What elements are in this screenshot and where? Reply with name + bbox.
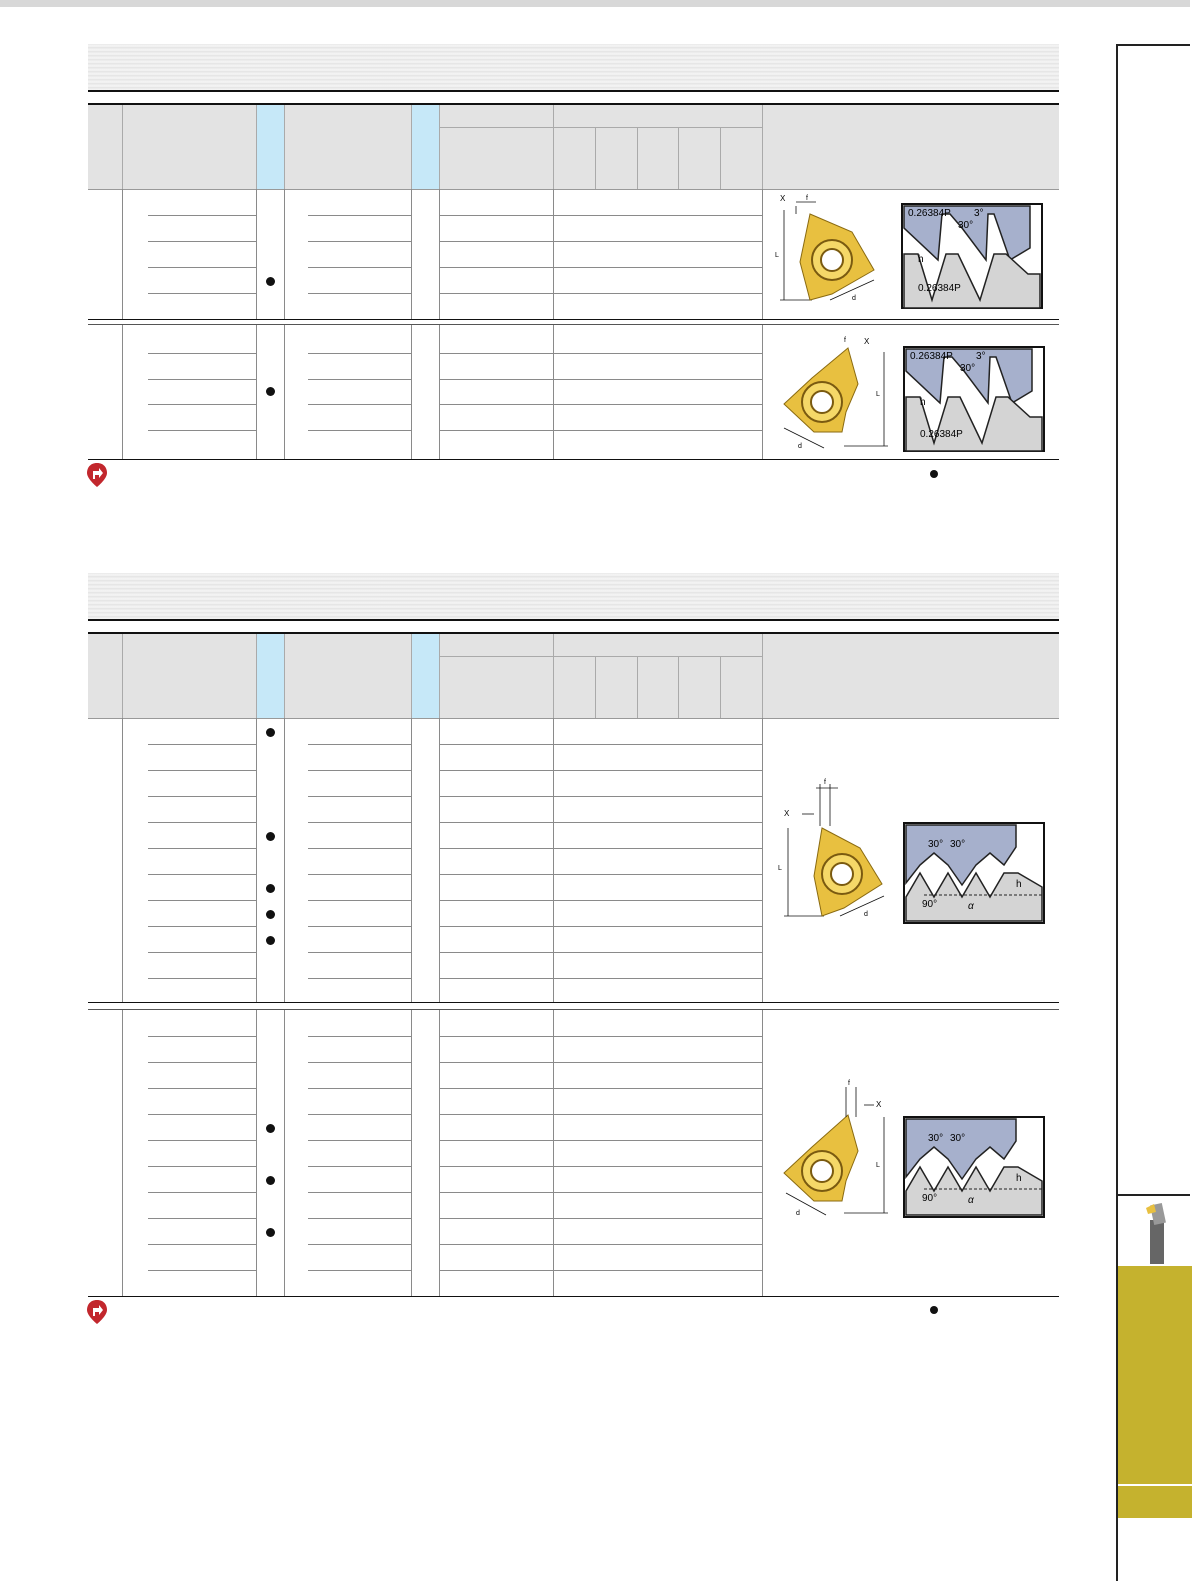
- boring-bar-icon: [1132, 1200, 1180, 1266]
- p-label-bottom: 0.26384P: [920, 429, 963, 440]
- h-label: h: [920, 397, 926, 408]
- section-2-title-band: [88, 573, 1059, 621]
- d-label: d: [864, 911, 868, 918]
- stock-dot: [266, 832, 275, 841]
- note-icon: [86, 462, 108, 488]
- angle-right: 30°: [950, 839, 966, 850]
- triangle-thread-profile-ext: [904, 823, 1044, 923]
- d-label: d: [796, 1210, 800, 1217]
- angle-left: 30°: [928, 839, 944, 850]
- triangle-thread-profile-int: [904, 1117, 1044, 1217]
- stock-dot: [266, 1228, 275, 1237]
- angle-30: 30°: [958, 220, 974, 231]
- stock-dot: [266, 1176, 275, 1185]
- f-label: f: [848, 1080, 850, 1087]
- stock-dot: [266, 1124, 275, 1133]
- insert-dimension-diagram-ext: [772, 192, 882, 308]
- angle-3: 3°: [976, 351, 986, 362]
- stock-dot: [266, 884, 275, 893]
- insert-dimension-diagram-int: [772, 1081, 888, 1221]
- side-tab-olive-block-lower: [1118, 1484, 1192, 1518]
- l-label: L: [775, 252, 779, 259]
- l-label: L: [876, 391, 880, 398]
- legend-dot: [930, 1306, 938, 1314]
- h-label: h: [918, 254, 924, 265]
- f-label: f: [844, 337, 846, 344]
- stock-dot: [266, 277, 275, 286]
- angle-base: 90°: [922, 899, 938, 910]
- h-label: h: [1016, 879, 1022, 890]
- insert-dimension-diagram-int: [774, 334, 890, 452]
- p-label-top: 0.26384P: [910, 351, 953, 362]
- p-label-top: 0.26384P: [908, 208, 951, 219]
- thread-profile-diagram-ext: [902, 204, 1042, 308]
- angle-left: 30°: [928, 1133, 944, 1144]
- x-label: X: [780, 194, 786, 203]
- angle-right: 30°: [950, 1133, 966, 1144]
- angle-3: 3°: [974, 208, 984, 219]
- note-icon: [86, 1299, 108, 1325]
- insert-dimension-diagram-ext: [780, 778, 890, 918]
- thread-profile-diagram-int: [904, 347, 1044, 451]
- stock-dot: [266, 387, 275, 396]
- alpha-label: α: [968, 901, 974, 912]
- angle-base: 90°: [922, 1193, 938, 1204]
- l-label: L: [876, 1162, 880, 1169]
- p-label-bottom: 0.26384P: [918, 283, 961, 294]
- section-2-table-header: [88, 632, 1059, 719]
- d-label: d: [798, 443, 802, 450]
- top-bar: [0, 0, 1190, 7]
- section-1-title-band: [88, 44, 1059, 92]
- x-label: X: [864, 337, 870, 346]
- stock-dot: [266, 936, 275, 945]
- chapter-side-tab: [1116, 44, 1192, 1581]
- x-label: X: [784, 809, 790, 818]
- side-tab-olive-block: [1118, 1266, 1192, 1506]
- angle-30: 30°: [960, 363, 976, 374]
- x-label: X: [876, 1100, 882, 1109]
- h-label: h: [1016, 1173, 1022, 1184]
- legend-dot: [930, 470, 938, 478]
- f-label: f: [806, 195, 808, 202]
- d-label: d: [852, 295, 856, 302]
- section-1-table-header: [88, 103, 1059, 190]
- f-label: f: [824, 779, 826, 786]
- l-label: L: [778, 865, 782, 872]
- stock-dot: [266, 910, 275, 919]
- side-tab-frame: [1118, 44, 1190, 1196]
- alpha-label: α: [968, 1195, 974, 1206]
- stock-dot: [266, 728, 275, 737]
